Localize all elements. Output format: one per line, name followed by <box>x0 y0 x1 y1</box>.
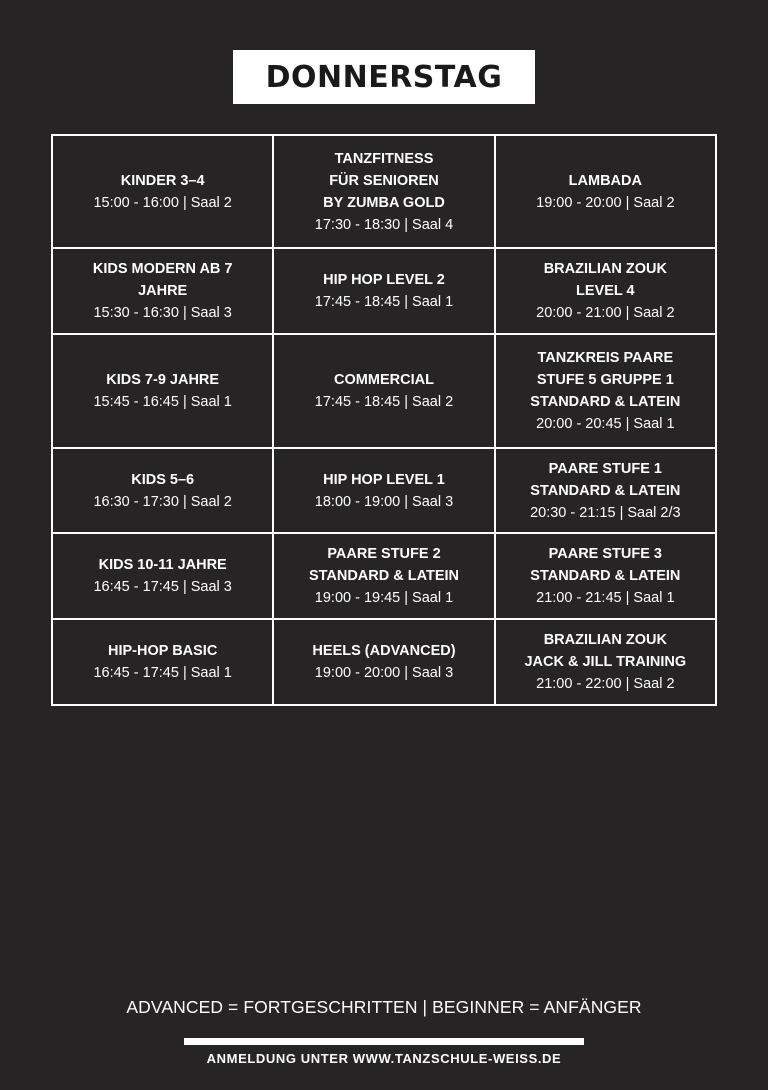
page-title <box>233 50 535 104</box>
class-name: COMMERCIAL <box>334 371 434 388</box>
class-name: PAARE STUFE 2 <box>327 546 441 563</box>
schedule-cell <box>52 334 273 447</box>
class-name: KINDER 3–4 <box>120 172 205 189</box>
schedule-cell <box>52 533 273 619</box>
class-name: STANDARD & LATEIN <box>530 393 681 410</box>
class-time: 21:00 - 22:00 | Saal 2 <box>536 676 675 693</box>
schedule-cell <box>52 135 273 248</box>
table-row <box>52 248 716 334</box>
class-name: TANZFITNESS <box>334 150 434 167</box>
class-name: HEELS (ADVANCED) <box>312 643 456 660</box>
table-row <box>52 334 716 447</box>
table-row <box>52 135 716 248</box>
schedule-cell <box>273 135 494 248</box>
class-time: 20:00 - 21:00 | Saal 2 <box>536 305 675 322</box>
class-name: LAMBADA <box>568 172 642 189</box>
table-row <box>52 533 716 619</box>
class-name: FÜR SENIOREN <box>329 172 439 189</box>
class-name: STUFE 5 GRUPPE 1 <box>536 371 674 388</box>
class-name: HIP-HOP BASIC <box>108 643 218 660</box>
class-name: JAHRE <box>138 283 188 300</box>
class-name: KIDS 10-11 JAHRE <box>98 557 227 574</box>
page-title-text: DONNERSTAG <box>265 59 503 95</box>
class-time: 17:45 - 18:45 | Saal 2 <box>314 393 454 410</box>
class-name: PAARE STUFE 3 <box>548 546 662 563</box>
class-name: BY ZUMBA GOLD <box>323 194 445 211</box>
class-name: STANDARD & LATEIN <box>308 568 460 585</box>
class-time: 17:45 - 18:45 | Saal 1 <box>314 294 454 311</box>
schedule-cell <box>273 334 494 447</box>
class-time: 16:30 - 17:30 | Saal 2 <box>93 493 232 510</box>
class-time: 19:00 - 20:00 | Saal 3 <box>314 665 454 682</box>
schedule-cell <box>52 248 273 334</box>
class-name: BRAZILIAN ZOUK <box>543 261 667 278</box>
schedule-cell <box>495 533 716 619</box>
class-time: 15:30 - 16:30 | Saal 3 <box>93 305 232 322</box>
class-time: 15:45 - 16:45 | Saal 1 <box>93 393 232 410</box>
schedule-cell <box>495 334 716 447</box>
footer-divider <box>184 1038 584 1045</box>
schedule-cell <box>273 448 494 534</box>
class-name: BRAZILIAN ZOUK <box>543 632 667 649</box>
class-time: 15:00 - 16:00 | Saal 2 <box>93 194 232 211</box>
schedule-cell <box>495 248 716 334</box>
signup-link[interactable]: ANMELDUNG UNTER WWW.TANZSCHULE-WEISS.DE <box>206 1051 562 1066</box>
schedule-cell <box>495 135 716 248</box>
class-name: KIDS 5–6 <box>131 471 195 488</box>
class-name: KIDS MODERN AB 7 <box>92 261 233 278</box>
legend-text: ADVANCED = FORTGESCHRITTEN | BEGINNER = ANFÄNGER <box>126 997 642 1017</box>
class-name: TANZKREIS PAARE <box>537 349 674 366</box>
class-name: JACK & JILL TRAINING <box>524 654 687 671</box>
schedule-cell <box>52 619 273 705</box>
class-name: PAARE STUFE 1 <box>548 460 662 477</box>
class-time: 16:45 - 17:45 | Saal 1 <box>93 665 232 682</box>
class-time: 18:00 - 19:00 | Saal 3 <box>314 493 454 510</box>
table-row <box>52 619 716 705</box>
schedule-cell <box>495 448 716 534</box>
class-name: STANDARD & LATEIN <box>530 482 681 499</box>
class-time: 16:45 - 17:45 | Saal 3 <box>93 579 232 596</box>
schedule-table <box>51 134 717 706</box>
class-time: 20:30 - 21:15 | Saal 2/3 <box>530 504 681 521</box>
class-name: HIP HOP LEVEL 1 <box>323 471 445 488</box>
schedule-cell <box>273 533 494 619</box>
class-time: 17:30 - 18:30 | Saal 4 <box>314 216 454 233</box>
class-name: STANDARD & LATEIN <box>530 568 681 585</box>
class-time: 19:00 - 20:00 | Saal 2 <box>536 194 675 211</box>
schedule-cell <box>273 248 494 334</box>
class-time: 20:00 - 20:45 | Saal 1 <box>536 415 675 432</box>
schedule-cell <box>52 448 273 534</box>
class-time: 19:00 - 19:45 | Saal 1 <box>314 590 454 607</box>
table-row <box>52 448 716 534</box>
class-name: LEVEL 4 <box>576 283 635 300</box>
class-name: KIDS 7-9 JAHRE <box>106 371 220 388</box>
schedule-cell <box>495 619 716 705</box>
class-name: HIP HOP LEVEL 2 <box>323 272 445 289</box>
schedule-cell <box>273 619 494 705</box>
class-time: 21:00 - 21:45 | Saal 1 <box>536 590 675 607</box>
